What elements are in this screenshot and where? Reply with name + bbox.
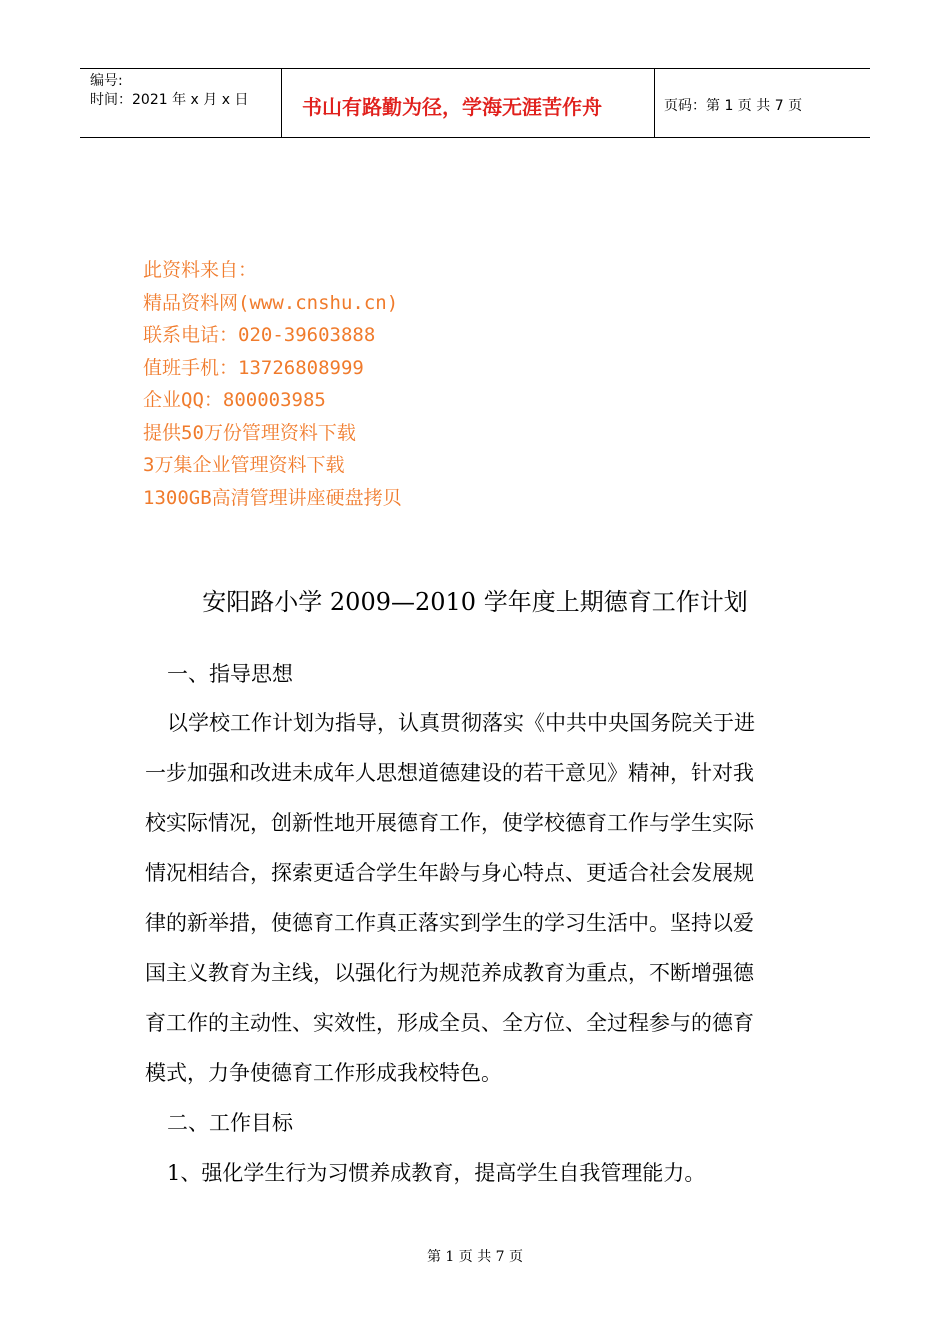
paragraph-line: 律的新举措，使德育工作真正落实到学生的学习生活中。坚持以爱 [145, 911, 754, 935]
section-heading: 一、指导思想 [167, 662, 293, 686]
serial-label: 编号: [90, 73, 123, 89]
source-line: 精品资料网(www.cnshu.cn) [143, 291, 399, 314]
time-label: 时间：2021 年 x 月 x 日 [90, 92, 249, 108]
source-info-block [143, 254, 402, 514]
page-header [80, 68, 870, 138]
paragraph-line: 模式，力争使德育工作形成我校特色。 [145, 1061, 502, 1085]
source-line: 3万集企业管理资料下载 [143, 454, 345, 476]
header-page-cell [655, 69, 870, 137]
motto-text: 书山有路勤为径，学海无涯苦作舟 [302, 95, 602, 119]
section-heading: 二、工作目标 [167, 1111, 293, 1135]
document-title: 安阳路小学 2009—2010 学年度上期德育工作计划 [202, 588, 748, 616]
page-footer: 第 1 页 共 7 页 [426, 1249, 524, 1265]
paragraph-line: 一步加强和改进未成年人思想道德建设的若干意见》精神，针对我 [145, 761, 754, 785]
source-line: 1300GB高清管理讲座硬盘拷贝 [143, 486, 402, 509]
source-line: 提供50万份管理资料下载 [143, 421, 356, 444]
source-line: 联系电话：020-39603888 [143, 324, 376, 346]
header-motto-cell [282, 69, 655, 137]
paragraph-line: 校实际情况，创新性地开展德育工作，使学校德育工作与学生实际 [145, 811, 754, 835]
goal-item: 1、强化学生行为习惯养成教育，提高学生自我管理能力。 [167, 1161, 706, 1185]
paragraph-line: 情况相结合，探索更适合学生年龄与身心特点、更适合社会发展规 [145, 861, 754, 885]
paragraph-line: 以学校工作计划为指导，认真贯彻落实《中共中央国务院关于进 [167, 711, 755, 735]
paragraph-line: 育工作的主动性、实效性，形成全员、全方位、全过程参与的德育 [145, 1011, 754, 1035]
paragraph-line: 国主义教育为主线，以强化行为规范养成教育为重点，不断增强德 [145, 961, 754, 985]
header-left-cell [80, 69, 282, 137]
source-line: 值班手机：13726808999 [143, 356, 364, 379]
source-line: 此资料来自： [143, 259, 258, 281]
page-info: 页码：第 1 页 共 7 页 [664, 98, 803, 114]
source-line: 企业QQ：800003985 [143, 389, 326, 411]
